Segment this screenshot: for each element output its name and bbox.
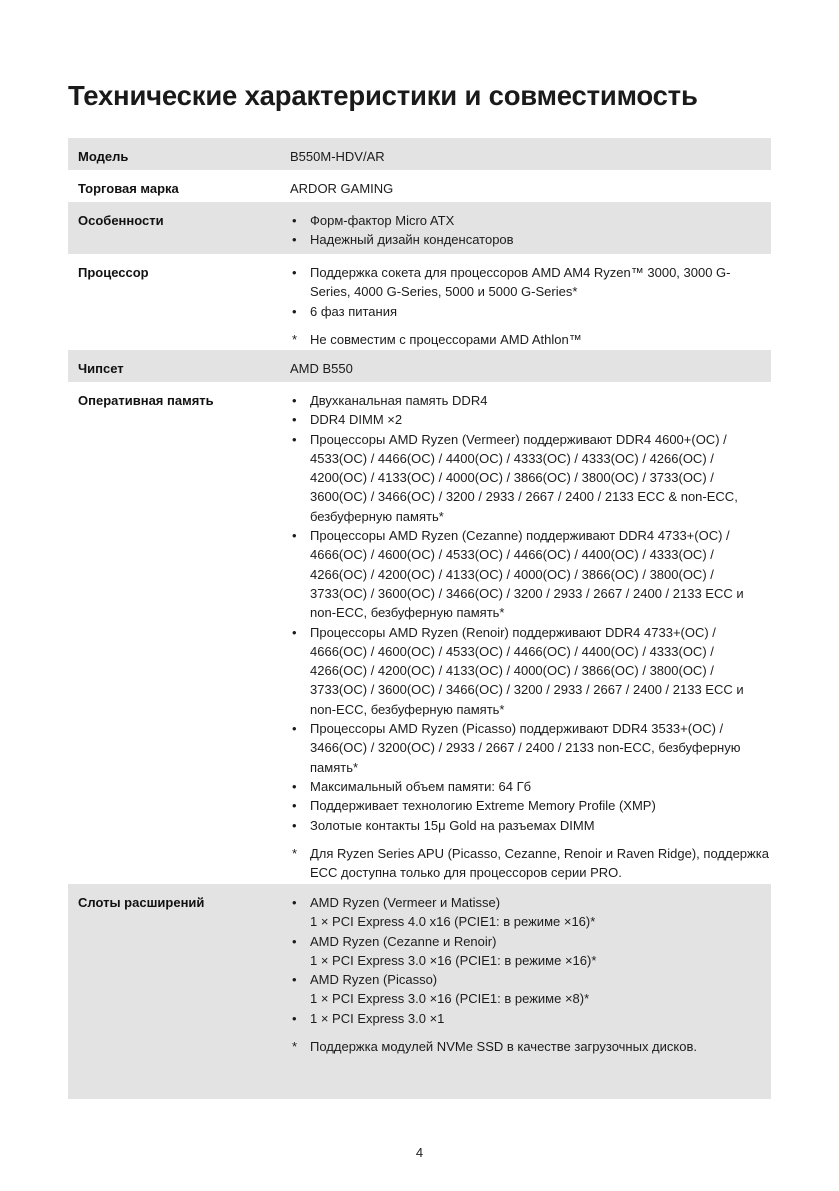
list-item: • Процессоры AMD Ryzen (Cezanne) поддерживают DDR4 4733+(OC) / 4666(OC) / 4600(OC) / 4533(OC) / 4466(OC) / 4400(OC) / 4333(OC) / 4266(OC) / 4200(OC) / 4133(OC) / 4000(OC) / 3866(OC) / 3800(OC) / 3733(OC) / 3600(OC) / 3466(OC) / 3200 / 2933 / 2667 / 2400 / 2133 ECC и non-ECC, безбуферную память* bbox=[290, 526, 771, 622]
spec-row-features bbox=[68, 202, 771, 254]
list-item: • Процессоры AMD Ryzen (Vermeer) поддерживают DDR4 4600+(OC) / 4533(OC) / 4466(OC) / 4400(OC) / 4333(OC) / 4333(OC) / 4266(OC) / 4200(OC) / 4133(OC) / 4000(OC) / 3866(OC) / 3800(OC) / 3733(OC) / 3600(OC) / 3466(OC) / 3200 / 2933 / 2667 / 2400 / 2133 ECC & non-ECC, безбуферную память* bbox=[290, 430, 771, 526]
spec-label: Оперативная память bbox=[78, 393, 214, 408]
list-item: • Двухканальная память DDR4 bbox=[290, 391, 771, 410]
spec-value-text: B550M-HDV/AR bbox=[290, 149, 385, 164]
spec-table bbox=[68, 138, 771, 1099]
spec-row-expansion bbox=[68, 884, 771, 1099]
list-item: • Процессоры AMD Ryzen (Picasso) поддерживают DDR4 3533+(OC) / 3466(OC) / 3200(OC) / 2933 / 2667 / 2400 / 2133 non-ECC, безбуферную память* bbox=[290, 719, 771, 777]
spec-value bbox=[290, 382, 771, 882]
cpu-family: • AMD Ryzen (Picasso) bbox=[310, 972, 438, 988]
slot-spec: 1 × PCI Express 3.0 ×16 (PCIE1: в режиме ×16)* bbox=[310, 952, 597, 968]
bullet-list bbox=[290, 211, 771, 250]
spec-row-memory bbox=[68, 382, 771, 884]
footnote: * Не совместим с процессорами AMD Athlon™ bbox=[290, 330, 771, 349]
spec-row-model bbox=[68, 138, 771, 170]
list-item: • DDR4 DIMM ×2 bbox=[290, 410, 771, 429]
cpu-family: • AMD Ryzen (Cezanne и Renoir) bbox=[310, 933, 497, 949]
bullet-list bbox=[290, 893, 771, 1028]
spec-label: Особенности bbox=[78, 213, 164, 228]
slot-spec: 1 × PCI Express 4.0 x16 (PCIE1: в режиме ×16)* bbox=[310, 914, 596, 930]
spec-label: Слоты расширений bbox=[78, 895, 205, 910]
bullet-list bbox=[290, 263, 771, 321]
spec-label: Чипсет bbox=[78, 361, 124, 376]
list-item: • Форм-фактор Micro ATX bbox=[290, 211, 771, 230]
bullet-list bbox=[290, 391, 771, 835]
list-item bbox=[290, 932, 771, 971]
spec-value bbox=[290, 170, 771, 198]
spec-row-cpu bbox=[68, 254, 771, 350]
spec-value bbox=[290, 350, 771, 378]
spec-row-brand bbox=[68, 170, 771, 202]
slot-spec: 1 × PCI Express 3.0 ×16 (PCIE1: в режиме ×8)* bbox=[310, 991, 590, 1007]
list-item: • Процессоры AMD Ryzen (Renoir) поддерживают DDR4 4733+(OC) / 4666(OC) / 4600(OC) / 4533(OC) / 4466(OC) / 4400(OC) / 4333(OC) / 4266(OC) / 4200(OC) / 4133(OC) / 4000(OC) / 3866(OC) / 3800(OC) / 3733(OC) / 3600(OC) / 3466(OC) / 3200 / 2933 / 2667 / 2400 / 2133 ECC и non-ECC, безбуферную память* bbox=[290, 623, 771, 719]
list-item: • Максимальный объем памяти: 64 Гб bbox=[290, 777, 771, 796]
spec-value-text: AMD B550 bbox=[290, 361, 353, 376]
spec-label: Модель bbox=[78, 149, 129, 164]
cpu-family: • AMD Ryzen (Vermeer и Matisse) bbox=[310, 895, 501, 910]
slot-spec: • 1 × PCI Express 3.0 ×1 bbox=[310, 1010, 445, 1026]
list-item bbox=[290, 970, 771, 1009]
footnote: * Поддержка модулей NVMe SSD в качестве загрузочных дисков. bbox=[290, 1037, 771, 1056]
list-item bbox=[290, 1009, 771, 1028]
spec-value bbox=[290, 202, 771, 250]
list-item: • Золотые контакты 15μ Gold на разъемах DIMM bbox=[290, 816, 771, 835]
spec-value bbox=[290, 884, 771, 1056]
list-item: • Поддержка сокета для процессоров AMD AM4 Ryzen™ 3000, 3000 G-Series, 4000 G-Series, 5000 и 5000 G-Series* bbox=[290, 263, 771, 302]
spec-row-chipset bbox=[68, 350, 771, 382]
page-number: 4 bbox=[415, 1145, 424, 1160]
spec-value-text: ARDOR GAMING bbox=[290, 181, 394, 196]
spec-value bbox=[290, 138, 771, 166]
spec-label: Процессор bbox=[78, 265, 149, 280]
spec-label: Торговая марка bbox=[78, 181, 179, 196]
list-item: • Поддерживает технологию Extreme Memory Profile (XMP) bbox=[290, 796, 771, 815]
page-title: Технические характеристики и совместимость bbox=[68, 80, 698, 111]
list-item bbox=[290, 893, 771, 932]
footnote: * Для Ryzen Series APU (Picasso, Cezanne, Renoir и Raven Ridge), поддержка ECC доступна только для процессоров серии PRO. bbox=[290, 844, 771, 883]
list-item: • Надежный дизайн конденсаторов bbox=[290, 230, 771, 249]
spec-value bbox=[290, 254, 771, 349]
list-item: • 6 фаз питания bbox=[290, 302, 771, 321]
